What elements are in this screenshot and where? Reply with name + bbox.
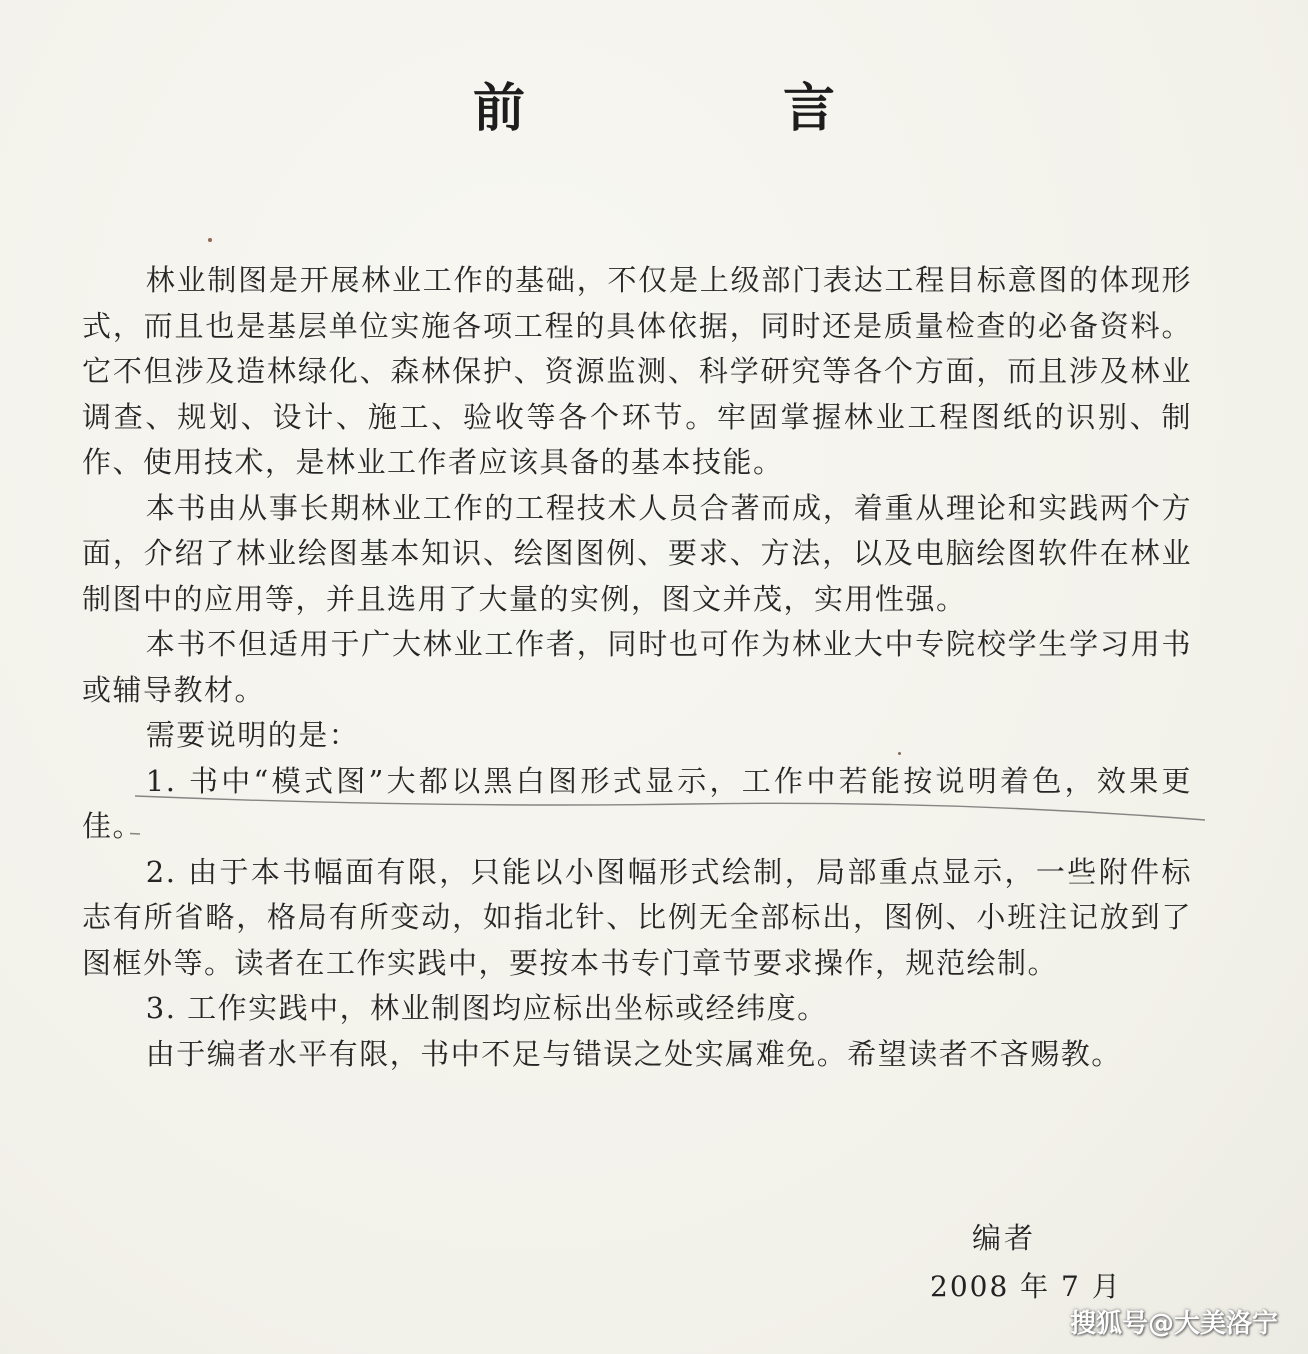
note-1: 1. 书中“模式图”大都以黑白图形式显示，工作中若能按说明着色，效果更佳。 bbox=[82, 763, 1192, 843]
author-signature: 编者 bbox=[972, 1221, 1037, 1255]
bleed-through-line bbox=[150, 1125, 1180, 1171]
preface-body bbox=[82, 258, 1192, 1077]
paragraph-1: 林业制图是开展林业工作的基础，不仅是上级部门表达工程目标意图的体现形式，而且也是基层单位实施各项工程的具体依据，同时还是质量检查的必备资料。它不但涉及造林绿化、森林保护、资源监测、科学研究等各个方面，而且涉及林业调查、规划、设计、施工、验收等各个环节。牢固掌握林业工程图纸的识别、制作、使用技术，是林业工作者应该具备的基本技能。 bbox=[82, 263, 1192, 479]
page-title: 前 言 bbox=[472, 79, 956, 139]
paragraph-4: 需要说明的是： bbox=[145, 718, 360, 752]
date-line: 2008 年 7 月 bbox=[930, 1270, 1122, 1303]
paragraph-3: 本书不但适用于广大林业工作者，同时也可作为林业大中专院校学生学习用书或辅导教材。 bbox=[82, 627, 1192, 707]
watermark-text: 搜狐号@大美洛宁 bbox=[1069, 1309, 1278, 1339]
closing-paragraph: 由于编者水平有限，书中不足与错误之处实属难免。希望读者不吝赐教。 bbox=[145, 1036, 1122, 1071]
ink-speck bbox=[208, 238, 212, 242]
paragraph-2: 本书由从事长期林业工作的工程技术人员合著而成，着重从理论和实践两个方面，介绍了林业绘图基本知识、绘图图例、要求、方法，以及电脑绘图软件在林业制图中的应用等，并且选用了大量的实例，图文并茂，实用性强。 bbox=[82, 490, 1192, 616]
note-3: 3. 工作实践中，林业制图均应标出坐标或经纬度。 bbox=[145, 991, 828, 1025]
note-2: 2. 由于本书幅面有限，只能以小图幅形式绘制，局部重点显示，一些附件标志有所省略，格局有所变动，如指北针、比例无全部标出，图例、小班注记放到了图框外等。读者在工作实践中，要按本书专门章节要求操作，规范绘制。 bbox=[82, 854, 1192, 980]
faded-bleed-through-text bbox=[150, 1125, 1180, 1171]
